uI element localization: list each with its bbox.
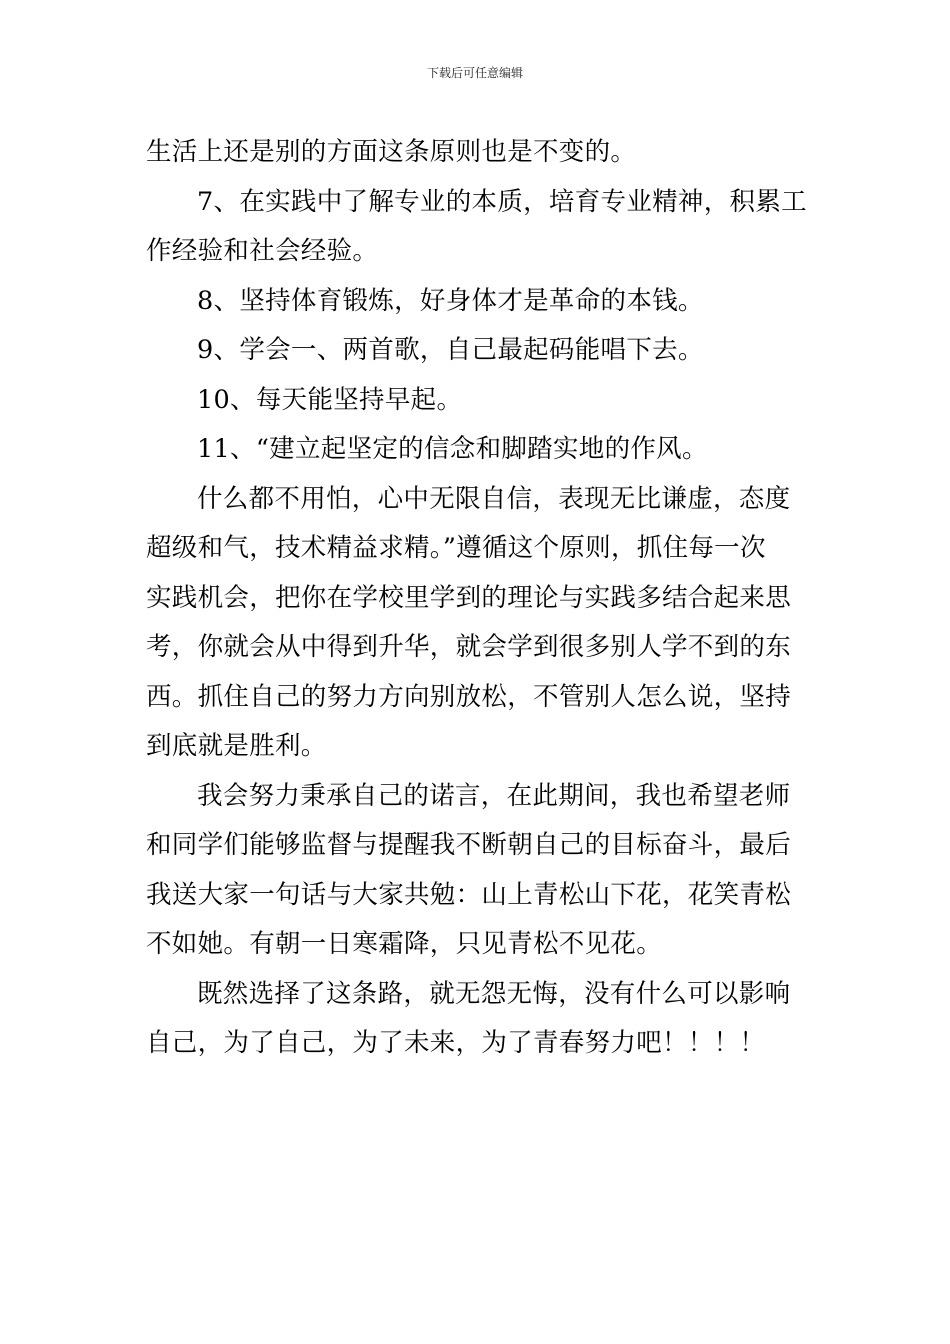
text-line: 11、“建立起坚定的信念和脚踏实地的作风。 <box>197 434 708 464</box>
text-line: 和同学们能够监督与提醒我不断朝自己的目标奋斗，最后 <box>146 830 792 860</box>
text-line: 既然选择了这条路，就无怨无悔，没有什么可以影响 <box>197 978 791 1009</box>
text-line: 超级和气，技术精益求精。”遵循这个原则，抓住每一次 <box>146 533 766 563</box>
page-header: 下载后可任意编辑 <box>426 66 523 80</box>
text-line: 8、坚持体育锻炼，好身体才是革命的本钱。 <box>197 285 704 316</box>
text-line: 西。抓住自己的努力方向别放松，不管别人怎么说，坚持 <box>146 681 792 712</box>
text-line: 生活上还是别的方面这条原则也是不变的。 <box>146 137 637 167</box>
text-line: 实践机会，把你在学校里学到的理论与实践多结合起来思 <box>146 582 792 613</box>
text-line: 我送大家一句话与大家共勉：山上青松山下花，花笑青松 <box>146 879 792 910</box>
text-line: 什么都不用怕，心中无限自信，表现无比谦虚，态度 <box>197 483 791 514</box>
text-line: 我会努力秉承自己的诺言，在此期间，我也希望老师 <box>197 780 791 811</box>
text-line: 9、学会一、两首歌，自己最起码能唱下去。 <box>197 335 704 365</box>
text-line: 7、在实践中了解专业的本质，培育专业精神，积累工 <box>197 186 807 217</box>
text-line: 自己，为了自己，为了未来，为了青春努力吧！！！！ <box>146 1028 766 1058</box>
text-line: 作经验和社会经验。 <box>146 236 379 266</box>
document-body <box>146 128 808 1069</box>
text-line: 不如她。有朝一日寒霜降，只见青松不见花。 <box>146 929 663 959</box>
text-line: 到底就是胜利。 <box>146 731 327 761</box>
text-line: 10、每天能坚持早起。 <box>197 384 463 415</box>
text-line: 考，你就会从中得到升华，就会学到很多别人学不到的东 <box>146 632 792 662</box>
